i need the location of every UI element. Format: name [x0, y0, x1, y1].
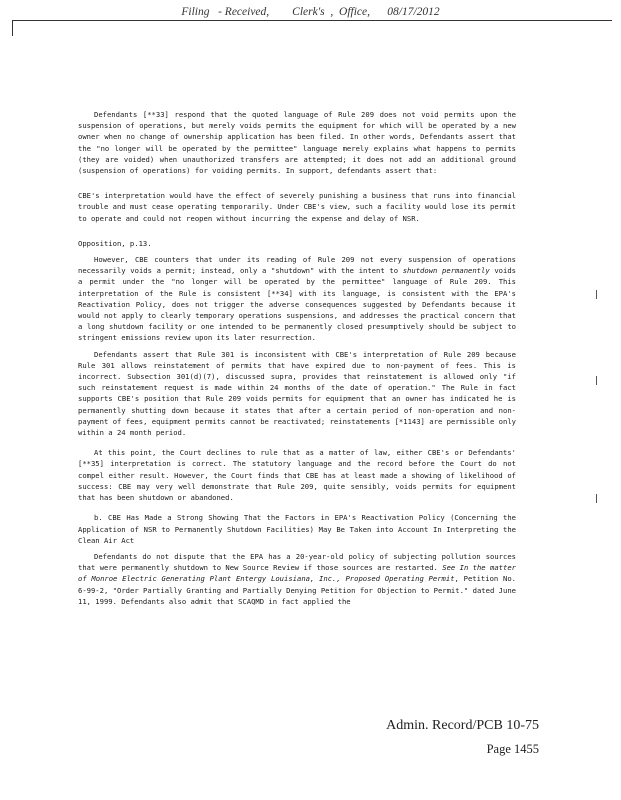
filing-stamp-header: Filing - Received, Clerk's , Office, 08/17/2012 [181, 6, 440, 18]
block-quote: CBE's interpretation would have the effect of severely punishing a business that runs into financial trouble and must cease operating temporarily. Under CBE's view, such a facility would lose its permit to operate and could not reopen without incurring the expense and delay of NSR. [78, 191, 516, 223]
paragraph-defendants-respond: Defendants [**33] respond that the quoted language of Rule 209 does not void permits upon the suspension of operations, but merely voids permits the equipment for which will be operated by a new owner when no change of ownership application has been filed. In other words, Defendants assert that the "no longer will be operated by the permittee" language merely explains what happens to permits (they are voided) when unauthorized transfers are attempted; it does not add an additional ground (suspension of operations) for voiding permits. In support, defendants assert that: [78, 110, 516, 176]
section-heading: b. CBE Has Made a Strong Showing That the Factors in EPA's Reactivation Policy (Concerning the Application of NSR to Permanently Shutdown Facilities) May Be Taken into Account In Interpreting the Clean Air Act [78, 513, 516, 545]
paragraph-rule-301: Defendants assert that Rule 301 is inconsistent with CBE's interpretation of Rule 209 because Rule 301 allows reinstatement of permits that have expired due to non-payment of fees. This is incorrect. Subsection 301(d)(7), discussed supra, provides that reinstatement is allowed only "if such reinstatement request is made within 24 months of the date of operation." The Rule in fact supports CBE's position that Rule 209 voids permits for equipment that an owner has indicated he is permanently shutting down because it states that after a certain period of non-operation and non-payment of fees, equipment permits cannot be reactivated; reinstatements [*1143] are permissible only within a 24 month period. [78, 349, 516, 438]
margin-mark [596, 290, 597, 299]
paragraph-cbe-counters: However, CBE counters that under its reading of Rule 209 not every suspension of operations necessarily voids a permit; instead, only a "shutdown" with the intent to shutdown permanently voids a permit under the "no longer will be operated by the permittee" language of Rule 209. This interpretation of the Rule is consistent [**34] with its language, is consistent with the EPA's Reactivation Policy, does not trigger the adverse consequences suggested by Defendants because it would not apply to clearly temporary operations suspensions, and addresses the practical concern that a long shutdown facility or one intended to be permanently closed presumptively should be subject to stringent emissions review upon its later resurrection. [78, 255, 516, 343]
paragraph-court-declines: At this point, the Court declines to rule that as a matter of law, either CBE's or Defendants' [**35] interpretation is correct. The statutory language and the record before the Court do not compel either result. However, the Court finds that CBE has at least made a showing of likelihood of success: CBE may very well demonstrate that Rule 209, quite sensibly, voids permits for equipment that has been shutdown or abandoned. [78, 448, 516, 503]
document-body [78, 109, 516, 607]
page-number: Page 1455 [486, 742, 539, 756]
admin-record-label: Admin. Record/PCB 10-75 [386, 718, 539, 733]
citation: Opposition, p.13. [78, 238, 152, 248]
page-border-left [12, 20, 13, 36]
margin-mark [596, 376, 597, 385]
margin-mark [596, 494, 597, 503]
page-border-top [12, 20, 612, 21]
paragraph-epa-policy: Defendants do not dispute that the EPA has a 20-year-old policy of subjecting pollution sources that were permanently shutdown to New Source Review if those sources are restarted. See In the matter of Monroe Electric Generating Plant Entergy Louisiana, Inc., Proposed Operating Permit, Petition No. 6-99-2, "Order Partially Granting and Partially Denying Petition for Objection to Permit." dated June 11, 1999. Defendants also admit that SCAQMD in fact applied the [78, 551, 516, 606]
